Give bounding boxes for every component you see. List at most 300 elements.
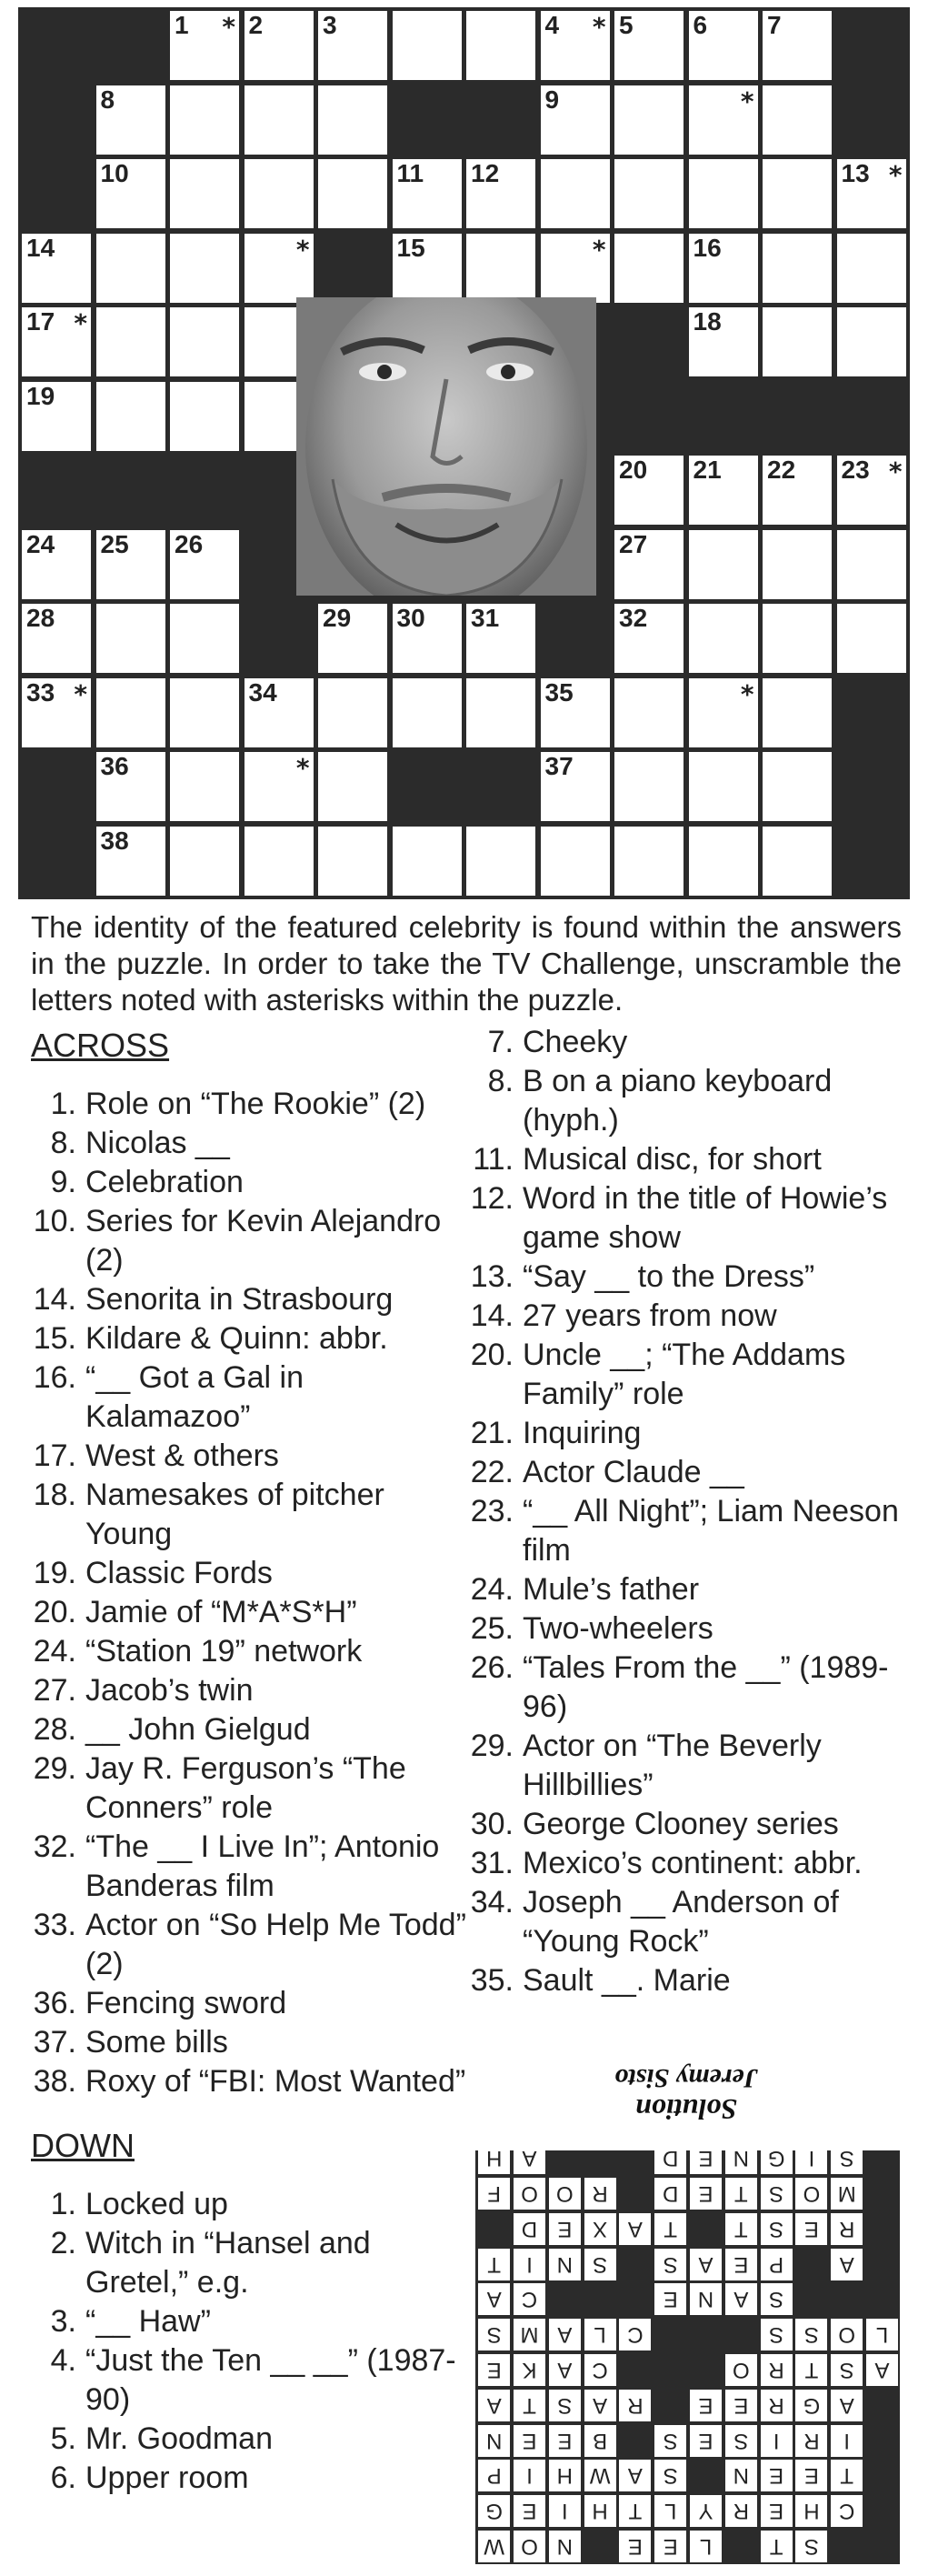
clue-number: 29.: [470, 1729, 514, 1763]
clue-text: “__ Got a Gal in Kalamazoo”: [85, 1360, 304, 1434]
grid-cell: [763, 678, 832, 747]
solution-cell: O: [725, 2354, 757, 2386]
asterisk-marker: *: [222, 12, 235, 42]
grid-cell: [318, 159, 387, 228]
clue-text: “Just the Ten __ __” (1987-90): [85, 2343, 456, 2417]
clue-item: [468, 1961, 913, 2000]
clue-text: Actor on “The Beverly Hillbillies”: [523, 1729, 822, 1802]
solution-cell: E: [690, 2390, 722, 2421]
cell-number: 15: [396, 233, 425, 262]
grid-cell: [614, 530, 684, 599]
solution-cell: S: [654, 2425, 686, 2457]
clue-item: [468, 1414, 913, 1453]
grid-cell: [393, 159, 462, 228]
grid-cell: [170, 234, 239, 303]
grid-cell: [318, 11, 387, 80]
clues-left-column: [31, 1023, 467, 2498]
solution-cell: O: [514, 2178, 545, 2210]
clue-text: Mule’s father: [523, 1572, 700, 1607]
grid-cell: [763, 752, 832, 821]
solution-cell: L: [584, 2319, 616, 2350]
clue-number: 22.: [470, 1455, 514, 1489]
grid-cell: [96, 827, 165, 896]
cell-number: 5: [619, 11, 634, 39]
grid-cell: [689, 11, 758, 80]
grid-cell: [837, 159, 906, 228]
clue-number: 2.: [50, 2226, 76, 2260]
across-heading: ACROSS: [31, 1027, 170, 1064]
clue-item: [31, 2062, 467, 2101]
grid-cell: [689, 307, 758, 376]
solution-cell: L: [866, 2319, 898, 2350]
clue-text: Word in the title of Howie’s game show: [523, 1181, 888, 1255]
solution-cell: S: [654, 2460, 686, 2491]
cell-number: 38: [100, 826, 129, 855]
grid-cell: [170, 530, 239, 599]
clue-text: Fencing sword: [85, 1986, 287, 2020]
grid-cell: [244, 234, 314, 303]
clue-number: 29.: [33, 1751, 76, 1786]
grid-cell: [541, 85, 610, 155]
solution-cell: O: [831, 2319, 863, 2350]
clue-number: 17.: [33, 1438, 76, 1473]
clue-text: “Say __ to the Dress”: [523, 1259, 815, 1294]
solution-cell: S: [761, 2213, 793, 2245]
grid-cell: [466, 234, 535, 303]
solution-cell: E: [654, 2283, 686, 2315]
clue-number: 13.: [470, 1259, 514, 1294]
grid-cell: [689, 752, 758, 821]
solution-cell: A: [478, 2283, 510, 2315]
down-heading: DOWN: [31, 2127, 135, 2164]
solution-cell: S: [795, 2531, 827, 2562]
clue-item: [31, 1476, 467, 1554]
grid-cell: [466, 604, 535, 673]
grid-cell: [244, 159, 314, 228]
grid-cell: [689, 456, 758, 525]
solution-cell: D: [514, 2213, 545, 2245]
grid-cell: [22, 234, 91, 303]
solution-cell: R: [584, 2178, 616, 2210]
cell-number: 6: [693, 11, 708, 39]
clue-item: [468, 1140, 913, 1179]
clue-text: Jacob’s twin: [85, 1673, 254, 1708]
solution-cell: S: [761, 2319, 793, 2350]
clue-text: Jay R. Ferguson’s “The Conners” role: [85, 1751, 406, 1825]
grid-cell: [22, 604, 91, 673]
solution-cell: G: [795, 2390, 827, 2421]
clue-number: 5.: [50, 2421, 76, 2456]
solution-cell: H: [549, 2460, 581, 2491]
clue-number: 33.: [33, 1908, 76, 1942]
cell-number: 32: [619, 604, 648, 632]
solution-cell: L: [654, 2495, 686, 2527]
clue-text: Classic Fords: [85, 1556, 273, 1590]
grid-cell: [244, 678, 314, 747]
grid-cell: [763, 307, 832, 376]
cell-number: 23: [841, 456, 870, 484]
cell-number: 22: [767, 456, 796, 484]
clue-number: 28.: [33, 1712, 76, 1747]
solution-cell: H: [795, 2495, 827, 2527]
solution-cell: A: [478, 2390, 510, 2421]
grid-cell: [318, 678, 387, 747]
clue-number: 14.: [470, 1298, 514, 1333]
clue-number: 36.: [33, 1986, 76, 2020]
cell-number: 30: [396, 604, 425, 632]
solution-cell: C: [584, 2354, 616, 2386]
clue-text: “__ All Night”; Liam Neeson film: [523, 1494, 899, 1568]
solution-cell: A: [831, 2249, 863, 2280]
grid-cell: [170, 678, 239, 747]
clue-item: [31, 1163, 467, 1202]
clue-text: Namesakes of pitcher Young: [85, 1478, 384, 1551]
cell-number: 18: [693, 307, 722, 336]
clue-item: [31, 1671, 467, 1710]
grid-cell: [837, 456, 906, 525]
solution-title: [473, 2062, 900, 2126]
solution-cell: E: [654, 2531, 686, 2562]
clue-item: [31, 1358, 467, 1437]
clue-number: 20.: [470, 1338, 514, 1372]
clue-item: [31, 2302, 467, 2341]
solution-cell: D: [654, 2178, 686, 2210]
grid-cell: [614, 11, 684, 80]
solution-cell: C: [831, 2495, 863, 2527]
solution-cell: A: [619, 2460, 651, 2491]
clues-right-column: [468, 1023, 913, 2000]
clue-text: __ John Gielgud: [85, 1712, 311, 1747]
solution-cell: E: [795, 2213, 827, 2245]
grid-cell: [96, 530, 165, 599]
clue-item: [468, 1023, 913, 1062]
solution-cell: I: [795, 2142, 827, 2174]
clue-number: 16.: [33, 1360, 76, 1395]
solution-cell: H: [584, 2495, 616, 2527]
solution-cell: A: [584, 2390, 616, 2421]
grid-cell: [96, 234, 165, 303]
cell-number: 2: [248, 11, 264, 39]
clue-number: 8.: [487, 1064, 514, 1098]
solution-cell: O: [514, 2531, 545, 2562]
cell-number: 27: [619, 529, 648, 558]
solution-cell: E: [690, 2178, 722, 2210]
grid-cell: [393, 234, 462, 303]
solution-cell: N: [478, 2425, 510, 2457]
grid-cell: [837, 604, 906, 673]
grid-cell: [466, 159, 535, 228]
clue-number: 20.: [33, 1595, 76, 1629]
asterisk-marker: *: [888, 160, 903, 190]
clue-item: [468, 1649, 913, 1727]
clue-item: [31, 2185, 467, 2224]
clue-text: West & others: [85, 1438, 279, 1473]
clue-item: [31, 2341, 467, 2420]
grid-cell: [689, 85, 758, 155]
cell-number: 13: [841, 159, 870, 187]
grid-cell: [689, 159, 758, 228]
grid-cell: [837, 234, 906, 303]
solution-cell: S: [549, 2390, 581, 2421]
down-clue-list-continued: [468, 1023, 913, 2000]
clue-item: [468, 1609, 913, 1649]
clue-item: [31, 2420, 467, 2459]
solution-cell: O: [795, 2178, 827, 2210]
across-clue-list: [31, 1085, 467, 2101]
solution-cell: A: [619, 2213, 651, 2245]
clue-text: Some bills: [85, 2025, 228, 2060]
grid-cell: [466, 11, 535, 80]
clue-item: [31, 1984, 467, 2023]
solution-cell: C: [514, 2283, 545, 2315]
grid-cell: [689, 678, 758, 747]
clue-number: 31.: [470, 1846, 514, 1880]
solution-cell: R: [761, 2390, 793, 2421]
cell-number: 7: [767, 11, 782, 39]
solution-cell: E: [619, 2531, 651, 2562]
cell-number: 14: [26, 233, 55, 262]
grid-cell: [170, 85, 239, 155]
grid-cell: [170, 307, 239, 376]
clue-number: 35.: [470, 1963, 514, 1998]
solution-cell: E: [725, 2249, 757, 2280]
clue-item: [468, 1297, 913, 1336]
solution-cell: X: [584, 2213, 616, 2245]
clue-text: Locked up: [85, 2187, 228, 2221]
solution-cell: B: [584, 2425, 616, 2457]
celebrity-photo: [296, 297, 596, 596]
solution-cell: Y: [690, 2495, 722, 2527]
solution-cell: T: [725, 2213, 757, 2245]
clue-number: 15.: [33, 1321, 76, 1356]
clue-item: [468, 1453, 913, 1492]
grid-cell: [96, 678, 165, 747]
clue-text: Uncle __; “The Addams Family” role: [523, 1338, 846, 1411]
solution-cell: I: [514, 2249, 545, 2280]
grid-cell: [22, 307, 91, 376]
solution-cell: S: [831, 2354, 863, 2386]
solution-cell: M: [514, 2319, 545, 2350]
grid-cell: [763, 530, 832, 599]
clue-item: [31, 1828, 467, 1906]
solution-cell: A: [514, 2142, 545, 2174]
solution-cell: A: [866, 2354, 898, 2386]
clue-text: George Clooney series: [523, 1807, 839, 1841]
solution-cell: S: [478, 2319, 510, 2350]
grid-cell: [170, 159, 239, 228]
grid-cell: [466, 827, 535, 896]
clue-text: Cheeky: [523, 1025, 628, 1059]
clue-number: 25.: [470, 1611, 514, 1646]
cell-number: 33: [26, 677, 55, 707]
asterisk-marker: *: [295, 753, 310, 783]
grid-cell: [541, 752, 610, 821]
clue-item: [31, 1593, 467, 1632]
asterisk-marker: *: [740, 85, 754, 116]
grid-cell: [541, 827, 610, 896]
clue-item: [468, 1179, 913, 1258]
grid-cell: [393, 827, 462, 896]
solution-cell: N: [725, 2460, 757, 2491]
grid-cell: [466, 678, 535, 747]
grid-cell: [244, 827, 314, 896]
clue-number: 30.: [470, 1807, 514, 1841]
grid-cell: [170, 382, 239, 451]
clue-text: “__ Haw”: [85, 2304, 211, 2339]
clue-item: [31, 1319, 467, 1358]
down-clue-list: [31, 2185, 467, 2498]
grid-cell: [689, 234, 758, 303]
clue-item: [31, 2023, 467, 2062]
solution-cell: I: [549, 2495, 581, 2527]
solution-cell: I: [831, 2425, 863, 2457]
solution-cell: T: [478, 2249, 510, 2280]
grid-cell: [614, 456, 684, 525]
grid-cell: [244, 11, 314, 80]
clue-item: [31, 1906, 467, 1984]
cell-number: 19: [26, 381, 55, 410]
cell-number: 37: [544, 752, 574, 780]
grid-cell: [170, 827, 239, 896]
grid-cell: [244, 752, 314, 821]
solution-cell: E: [549, 2425, 581, 2457]
solution-cell: S: [761, 2283, 793, 2315]
clue-item: [31, 2224, 467, 2302]
grid-cell: [541, 234, 610, 303]
clue-item: [31, 1554, 467, 1593]
clue-text: Senorita in Strasbourg: [85, 1282, 394, 1317]
solution-cell: H: [478, 2142, 510, 2174]
clue-text: Two-wheelers: [523, 1611, 713, 1646]
clue-text: Roxy of “FBI: Most Wanted”: [85, 2064, 466, 2099]
clue-text: “Station 19” network: [85, 1634, 363, 1669]
clue-item: [468, 1336, 913, 1414]
asterisk-marker: *: [592, 12, 606, 42]
cell-number: 12: [471, 159, 500, 187]
clue-number: 12.: [470, 1181, 514, 1216]
clue-text: “Tales From the __” (1989-96): [523, 1650, 889, 1724]
clue-text: Joseph __ Anderson of “Young Rock”: [523, 1885, 839, 1959]
clue-number: 11.: [473, 1142, 514, 1177]
grid-cell: [614, 827, 684, 896]
grid-cell: [318, 604, 387, 673]
grid-cell: [614, 85, 684, 155]
clue-number: 23.: [470, 1494, 514, 1529]
clue-number: 34.: [470, 1885, 514, 1919]
clue-text: Witch in “Hansel and Gretel,” e.g.: [85, 2226, 371, 2300]
cell-number: 4: [544, 11, 560, 39]
clue-text: Upper room: [85, 2461, 249, 2495]
clue-number: 1.: [50, 1087, 76, 1121]
solution-cell: E: [725, 2390, 757, 2421]
clue-text: Series for Kevin Alejandro (2): [85, 1204, 442, 1278]
clue-item: [468, 1492, 913, 1570]
grid-cell: [96, 159, 165, 228]
grid-cell: [541, 159, 610, 228]
solution-cell: E: [514, 2495, 545, 2527]
clue-number: 8.: [50, 1126, 76, 1160]
clue-number: 6.: [50, 2461, 76, 2495]
cell-number: 36: [100, 752, 129, 780]
clue-number: 14.: [33, 1282, 76, 1317]
clue-text: Actor Claude __: [523, 1455, 744, 1489]
asterisk-marker: *: [74, 678, 87, 709]
clue-item: [31, 1202, 467, 1280]
clue-item: [31, 1710, 467, 1749]
solution-cell: C: [619, 2319, 651, 2350]
clue-item: [31, 1280, 467, 1319]
asterisk-marker: *: [74, 308, 87, 338]
grid-cell: [170, 11, 239, 80]
clue-text: Nicolas __: [85, 1126, 230, 1160]
solution-cell: R: [619, 2390, 651, 2421]
solution-cell: E: [478, 2354, 510, 2386]
asterisk-marker: *: [592, 234, 606, 265]
grid-cell: [96, 307, 165, 376]
solution-cell: S: [761, 2178, 793, 2210]
grid-cell: [96, 382, 165, 451]
cell-number: 16: [693, 233, 722, 262]
cell-number: 35: [544, 677, 574, 707]
clue-text: 27 years from now: [523, 1298, 777, 1333]
clue-text: Inquiring: [523, 1416, 642, 1450]
clue-number: 10.: [33, 1204, 76, 1238]
solution-cell: T: [795, 2354, 827, 2386]
clue-text: Sault __. Marie: [523, 1963, 731, 1998]
cell-number: 8: [100, 85, 115, 114]
cell-number: 11: [396, 159, 424, 187]
grid-cell: [763, 159, 832, 228]
solution-cell: E: [795, 2460, 827, 2491]
grid-cell: [837, 530, 906, 599]
grid-cell: [170, 752, 239, 821]
solution-cell: S: [725, 2425, 757, 2457]
grid-cell: [614, 234, 684, 303]
solution-cell: P: [761, 2249, 793, 2280]
clue-number: 3.: [50, 2304, 76, 2339]
clue-item: [468, 1258, 913, 1297]
solution-cell: K: [514, 2354, 545, 2386]
cell-number: 25: [100, 529, 129, 558]
cell-number: 3: [323, 11, 337, 39]
asterisk-marker: *: [888, 456, 903, 486]
clue-text: Mexico’s continent: abbr.: [523, 1846, 863, 1880]
clue-text: Role on “The Rookie” (2): [85, 1087, 426, 1121]
cell-number: 26: [175, 529, 204, 558]
clue-number: 1.: [50, 2187, 76, 2221]
clue-number: 26.: [470, 1650, 514, 1685]
solution-cell: A: [831, 2390, 863, 2421]
solution-cell: T: [761, 2531, 793, 2562]
clue-text: Jamie of “M*A*S*H”: [85, 1595, 357, 1629]
solution-cell: L: [690, 2531, 722, 2562]
cell-number: 24: [26, 529, 55, 558]
solution-cell: N: [725, 2142, 757, 2174]
clue-number: 27.: [33, 1673, 76, 1708]
grid-cell: [318, 85, 387, 155]
cell-number: 9: [544, 85, 560, 114]
clue-number: 19.: [33, 1556, 76, 1590]
solution-cell: A: [725, 2283, 757, 2315]
solution-cell: S: [831, 2142, 863, 2174]
solution-cell: N: [549, 2531, 581, 2562]
solution-cell: I: [514, 2460, 545, 2491]
solution-cell: T: [654, 2213, 686, 2245]
grid-cell: [244, 85, 314, 155]
grid-cell: [614, 159, 684, 228]
clue-item: [468, 1062, 913, 1140]
cell-number: 28: [26, 604, 55, 632]
